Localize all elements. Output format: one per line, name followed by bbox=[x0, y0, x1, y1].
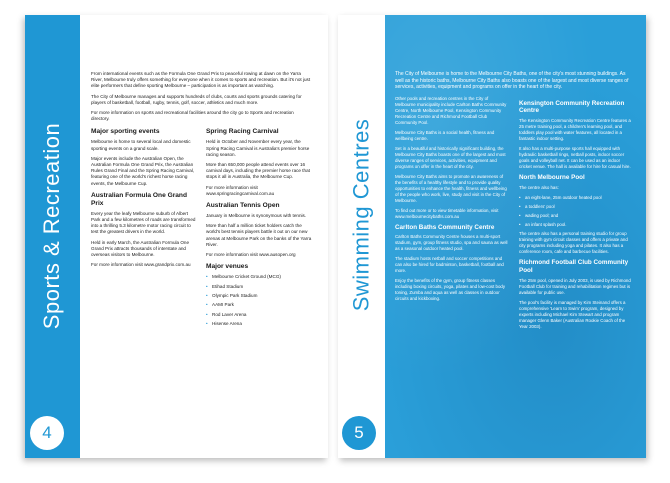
left-intro-3: For more information on sports and recreational facilities around the city go to Sports and recreation directory. bbox=[91, 110, 294, 122]
right-col1-sub-para: Carlton Baths Community Centre houses a multi-sport stadium, gym, group fitness studio, spa and sauna as well as a seasonal outdoor heated pool. bbox=[395, 234, 508, 252]
list-item: • Melbourne Cricket Ground (MCG) bbox=[206, 274, 312, 280]
right-col2-para: The Kensington Community Recreation Centre features a 25 metre training pool, a children's learning pool, and toddlers play pool with water features, all located in a fantastic indoor setting. bbox=[519, 117, 631, 141]
right-side-title: Swimming Centres bbox=[348, 118, 374, 311]
heading-major-venues: Major venues bbox=[206, 263, 249, 271]
right-col1-para: Melbourne City Baths aims to promote an awareness of the benefits of a healthy lifestyle and to provide quality opportunities to enhance the health, fitness and wellbeing of the people who work, live, study and visit in the City of Melbourne. bbox=[395, 173, 507, 203]
heading-north-melbourne-pool: North Melbourne Pool bbox=[519, 173, 585, 181]
left-col2-sub-para: January in Melbourne is synonymous with tennis. bbox=[206, 213, 307, 219]
list-item: • Hisense Arena bbox=[206, 321, 312, 327]
right-col1-sub-para: Enjoy the benefits of the gym, group fitness classes including boxing circuits, yoga, pilates and low-cost body toning, Zumba and aqua as well as classes in outdoor circuits and kickboxing. bbox=[395, 278, 506, 302]
left-col1-para: Melbourne is home to several local and domestic sporting events on a grand scale. bbox=[91, 139, 191, 151]
list-item: • a toddlers' pool bbox=[519, 204, 633, 210]
page-swimming-centres bbox=[338, 15, 646, 458]
list-item: • an eight-lane, 25m outdoor heated pool bbox=[519, 195, 633, 201]
page-number-left: 4 bbox=[30, 416, 64, 450]
left-col1-para: Major events include the Australian Open, the Australian Formula One Grand Prix, the Australian Rules Grand Final and the Spring Racing Carnival, featuring one of the world's richest horse racing events, the Melbourne Cup. bbox=[91, 155, 195, 186]
venues-list bbox=[206, 274, 312, 327]
list-item: • Rod Laver Arena bbox=[206, 312, 312, 318]
right-body-text bbox=[395, 71, 633, 334]
right-columns bbox=[395, 96, 633, 334]
list-item: • Olympic Park Stadium bbox=[206, 293, 312, 299]
right-column-2 bbox=[519, 96, 633, 334]
left-col1-sub-para: Held in early March, the Australian Formula One Grand Prix attracts thousands of interstate and overseas visitors to Melbourne. bbox=[91, 239, 190, 258]
right-col2-sub-para: The centre also has a personal training studio for group training with gym circuit classes and offers a private and city programs including yoga and pilates. It also has a conference room, cafe and barbecue facilities. bbox=[519, 231, 628, 255]
grandprix-link[interactable]: For more information visit www.grandprix.com.au bbox=[91, 262, 191, 268]
pool-features-list bbox=[519, 195, 633, 229]
heading-carlton-baths: Carlton Baths Community Centre bbox=[395, 223, 495, 231]
citybaths-link[interactable]: To find out more or to view timetable information, visit www.melbournecitybaths.com.au bbox=[395, 207, 499, 219]
page-number-right: 5 bbox=[342, 416, 376, 450]
right-col1-para: Melbourne City Baths is a social health, fitness and wellbeing centre. bbox=[395, 129, 495, 141]
list-item: • Etihad Stadium bbox=[206, 284, 312, 290]
ausopen-link[interactable]: For more information visit www.ausopen.org bbox=[206, 252, 296, 258]
left-col1-sub-para: Every year the leafy Melbourne suburb of Albert Park and a few kilometres of roads are transformed into a thrilling 5.3 kilometre motor racing circuit to test the greatest drivers in the world. bbox=[91, 210, 196, 235]
heading-richmond-pool: Richmond Football Club Community Pool bbox=[519, 259, 629, 274]
list-item: • AAMI Park bbox=[206, 302, 312, 308]
left-intro-1: From international events such as the Formula One Grand Prix to peaceful rowing at dawn on the Yarra River, Melbourne truly offers something for everyone when it comes to sports and recreation. But it's not just elite performers that define sporting Melbourne – participation is as important as watching. bbox=[91, 71, 311, 89]
left-col2-para: Held in October and November every year, the Spring Racing Carnival is Australia's premier horse racing season. bbox=[206, 139, 310, 157]
right-col2-third-para: The pool's facility is managed by Kim Steinand offers a comprehensive 'Learn to Swim' program, designed by experts including Michael Kim Stewart and program manager Glenn Baker (Australian Rookie Coach of the Year 2003). bbox=[519, 299, 626, 329]
right-side-bar bbox=[338, 15, 385, 458]
left-col2-para: More than 650,000 people attend events over 16 carnival days, including the premier horse race that stops it all in Australia, the Melbourne Cup. bbox=[206, 162, 310, 180]
springracing-link[interactable]: For more information visit www.springracingcarnival.com.au bbox=[206, 184, 275, 196]
right-col1-sub-para: The stadium hosts netball and soccer competitions and can also be hired for badminton, basketball, football and more. bbox=[395, 256, 504, 274]
heading-kensington: Kensington Community Recreation Centre bbox=[519, 99, 625, 115]
left-side-title: Sports & Recreation bbox=[39, 122, 65, 329]
right-col2-sub-intro: The centre also has: bbox=[519, 184, 559, 190]
right-col1-para: Set in a beautiful and historically significant building, the Melbourne City Baths boasts one of the largest and most diverse ranges of services, activities, equipment and programs on offer in the heart of the city. bbox=[395, 145, 506, 169]
right-col2-third-para: The 25m pool, opened in July 2003, is used by Richmond Football Club for training and rehabilitation regimes but is available for public use. bbox=[519, 277, 631, 295]
left-columns bbox=[91, 126, 313, 330]
right-col2-para: It also has a multi-purpose sports hall equipped with hydraulic basketball rings, netball posts, indoor soccer goals and volleyball net. It can be used as an indoor cricket venue. The hall is available for hire for casual hire. bbox=[519, 145, 631, 169]
left-column-1 bbox=[91, 126, 197, 330]
list-item: • an infant splash pool. bbox=[519, 222, 633, 228]
heading-formula-one: Australian Formula One Grand Prix bbox=[91, 191, 187, 207]
right-intro: The City of Melbourne is home to the Melbourne City Baths, one of the city's most stunning buildings. As well as the historic baths, Melbourne City Baths also boasts one of the largest and most diverse ranges of services, activities, equipment and programs on offer in the heart of the city. bbox=[395, 71, 629, 91]
page-sports-recreation bbox=[25, 15, 328, 458]
right-column-1 bbox=[395, 96, 509, 334]
heading-tennis-open: Australian Tennis Open bbox=[206, 202, 280, 210]
left-side-bar bbox=[25, 15, 80, 458]
left-column-2 bbox=[206, 126, 312, 330]
right-col1-para: Other pools and recreation centres in the City of Melbourne municipality include Carlton Baths Community Centre, North Melbourne Pool, Kensington Community Recreation Centre and Richmond Football Club Community Pool. bbox=[395, 95, 507, 125]
heading-spring-racing: Spring Racing Carnival bbox=[206, 128, 279, 136]
list-item: • wading pool; and bbox=[519, 213, 633, 219]
left-body-text bbox=[91, 71, 313, 331]
heading-major-sporting-events: Major sporting events bbox=[91, 128, 160, 136]
left-col2-sub-para: More than half a million ticket holders catch the world's best tennis players battle it out on our new arenas at Melbourne Park on the banks of the Yarra River. bbox=[206, 223, 312, 247]
left-intro-2: The City of Melbourne manages and supports hundreds of clubs, courts and sports grounds catering for players of basketball, football, rugby, tennis, golf, soccer, athletics and much more. bbox=[91, 93, 302, 105]
